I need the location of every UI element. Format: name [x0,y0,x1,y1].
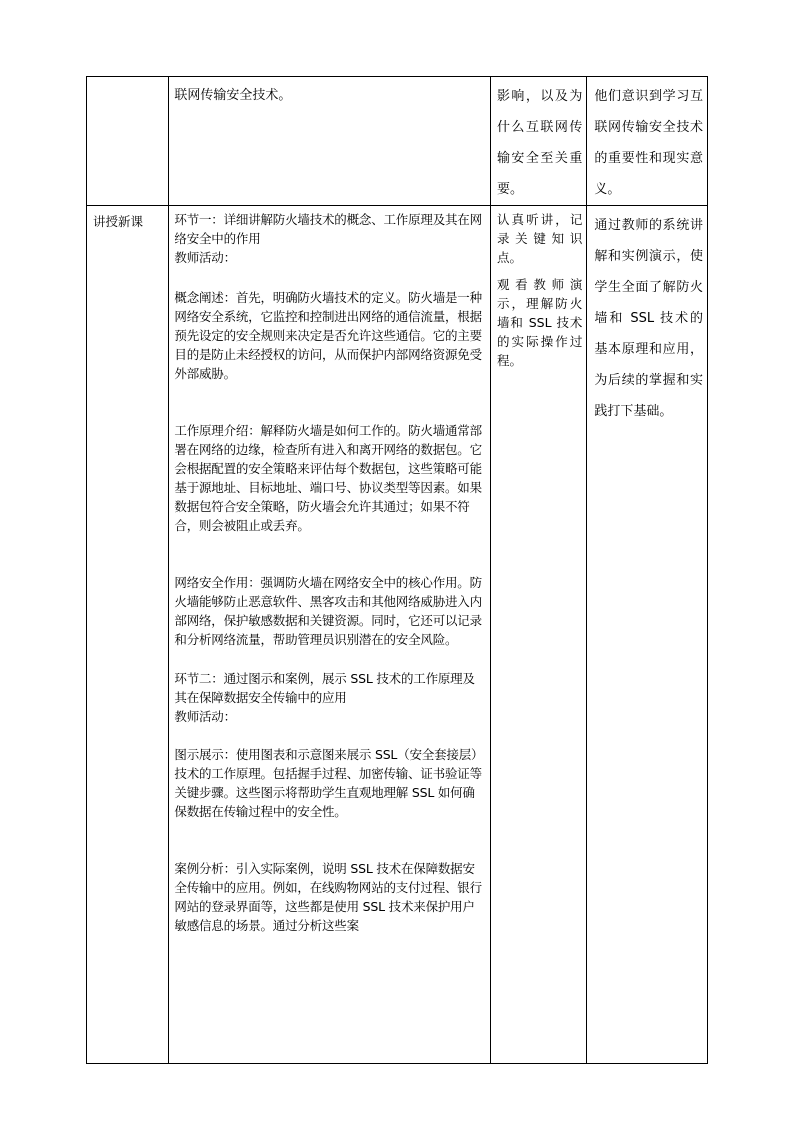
intent-text: 通过教师的系统讲解和实例演示，使学生全面了解防火墙和 SSL 技术的基本原理和应用，为后续的掌握和实践打下基础。 [594,218,703,419]
concept-paragraph: 概念阐述：首先，明确防火墙技术的定义。防火墙是一种网络安全系统，它监控和控制进出网络的通信流量，根据预先设定的安全规则来决定是否允许这些通信。它的主要目的是防止未经授权的访问，从而保护内部网络资源免受外部威胁。 [174,290,482,381]
teacher-activity-label: 教师活动： [174,250,236,265]
case-paragraph: 案例分析：引入实际案例，说明 SSL 技术在保障数据安全传输中的应用。例如，在线购物网站的支付过程、银行网站的登录界面等，这些都是使用 SSL 技术来保护用户敏感信息的场景。通过分析这些案 [174,861,482,933]
section-cell [87,206,169,1064]
principle-paragraph: 工作原理介绍：解释防火墙是如何工作的。防火墙通常部署在网络的边缘，检查所有进入和离开网络的数据包。它会根据配置的安全策略来评估每个数据包，这些策略可能基于源地址、目标地址、端口号、协议类型等因素。如果数据包符合安全策略，防火墙会允许其通过；如果不符合，则会被阻止或丢弃。 [174,423,482,533]
security-role-paragraph: 网络安全作用：强调防火墙在网络安全中的核心作用。防火墙能够防止恶意软件、黑客攻击和其他网络威胁进入内部网络，保护敏感数据和关键资源。同时，它还可以记录和分析网络流量，帮助管理员识别潜在的安全风险。 [174,575,482,647]
student-observe-text: 观看教师演示，理解防火墙和 SSL 技术的实际操作过程。 [496,277,583,368]
diagram-paragraph: 图示展示：使用图表和示意图来展示 SSL（安全套接层）技术的工作原理。包括握手过程、加密传输、证书验证等关键步骤。这些图示将帮助学生直观地理解 SSL 如何确保数据在传输过程中的安全性。 [174,747,484,819]
student-listen-text: 认真听讲，记录关键知识点。 [496,212,583,265]
table-row [87,77,708,206]
student-activity-cell [490,206,586,1064]
segment-one-heading: 环节一：详细讲解防火墙技术的概念、工作原理及其在网络安全中的作用 [174,212,482,246]
activity-text: 联网传输安全技术。 [174,88,292,103]
table-row [87,206,708,1064]
design-intent-cell [587,206,708,1064]
design-intent-cell [587,77,708,206]
segment-two-heading: 环节二：通过图示和案例，展示 SSL 技术的工作原理及其在保障数据安全传输中的应用 [174,671,475,705]
teacher-activity-label: 教师活动： [174,709,236,724]
section-label: 讲授新课 [93,214,144,229]
student-text: 影响，以及为什么互联网传输安全至关重要。 [496,89,583,197]
intent-text: 他们意识到学习互联网传输安全技术的重要性和现实意义。 [594,89,703,197]
teacher-activity-cell [169,206,491,1064]
section-cell [87,77,169,206]
lesson-plan-table [86,76,708,1064]
student-activity-cell [490,77,586,206]
teacher-activity-cell [169,77,491,206]
